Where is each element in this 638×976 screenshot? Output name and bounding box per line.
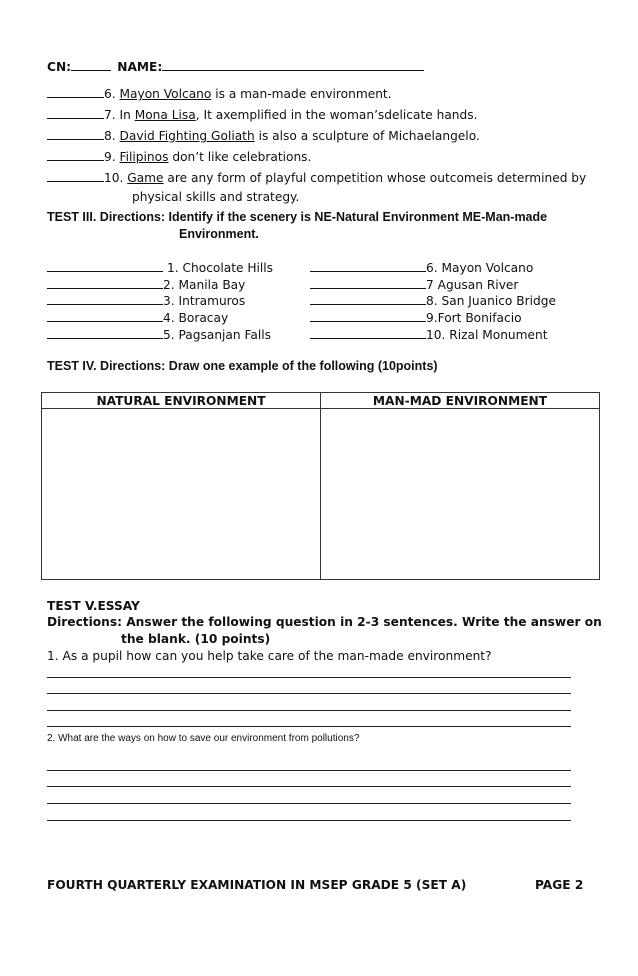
item-label: 3. Intramuros <box>163 294 246 308</box>
item-text: are any form of playful competition whose outcomeis determined by <box>163 171 587 185</box>
test5-directions-line2: the blank. (10 points) <box>121 632 271 646</box>
item-label: 8. San Juanico Bridge <box>426 294 556 308</box>
man-made-environment-header: MAN-MAD ENVIRONMENT <box>321 393 600 409</box>
answer-line[interactable] <box>47 770 571 771</box>
test3-directions-line2: Environment. <box>179 227 259 241</box>
item-number: 7. In <box>104 108 135 122</box>
test3-right-item-8 <box>310 292 556 308</box>
test5-title: TEST V.ESSAY <box>47 599 140 613</box>
test5-directions: Directions: Answer the following question in 2-3 sentences. Write the answer on <box>47 615 602 629</box>
item-number: 9. <box>104 150 120 164</box>
answer-line[interactable] <box>47 820 571 821</box>
answer-blank[interactable] <box>47 259 163 272</box>
answer-blank[interactable] <box>47 169 104 182</box>
answer-blank[interactable] <box>47 127 104 140</box>
test3-directions <box>47 210 547 224</box>
item-label: 10. Rizal Monument <box>426 328 548 342</box>
item-subject: Mayon Volcano <box>119 87 212 101</box>
item-label: 4. Boracay <box>163 311 229 325</box>
item-number: 10. <box>104 171 128 185</box>
test2-item-10 <box>47 169 586 185</box>
answer-line[interactable] <box>47 803 571 804</box>
item-text: , It axemplified in the woman’sdelicate hands. <box>195 108 478 122</box>
item-text: is a man-made environment. <box>211 87 392 101</box>
footer-title: FOURTH QUARTERLY EXAMINATION IN MSEP GRADE 5 (SET A) <box>47 878 467 892</box>
answer-blank[interactable] <box>47 326 163 339</box>
item-subject: David Fighting Goliath <box>119 129 255 143</box>
answer-blank[interactable] <box>310 309 426 322</box>
drawing-table <box>41 392 600 580</box>
test3-left-item-3 <box>47 292 245 308</box>
answer-line[interactable] <box>47 786 571 787</box>
natural-environment-header: NATURAL ENVIRONMENT <box>42 393 321 409</box>
item-number: 6. <box>104 87 120 101</box>
answer-blank[interactable] <box>47 148 104 161</box>
cn-label: CN: <box>47 60 72 74</box>
answer-blank[interactable] <box>47 85 104 98</box>
test3-left-item-1 <box>47 259 273 275</box>
test2-item-6 <box>47 85 392 101</box>
name-label: NAME: <box>117 60 163 74</box>
test2-item-10-continuation: physical skills and strategy. <box>132 190 300 204</box>
test3-left-item-5 <box>47 326 271 342</box>
cn-field[interactable] <box>47 58 424 74</box>
test4-label: TEST IV. <box>47 359 97 373</box>
essay-question-2: 2. What are the ways on how to save our environment from pollutions? <box>47 733 360 744</box>
item-label: 1. Chocolate Hills <box>167 261 274 275</box>
answer-blank[interactable] <box>47 106 104 119</box>
test3-right-item-9 <box>310 309 522 325</box>
answer-line[interactable] <box>47 726 571 727</box>
item-subject: Mona Lisa <box>134 108 196 122</box>
item-label: 7 Agusan River <box>426 278 519 292</box>
item-text: don’t like celebrations. <box>168 150 312 164</box>
cn-blank[interactable] <box>71 58 111 71</box>
item-text: is also a sculpture of Michaelangelo. <box>254 129 480 143</box>
answer-line[interactable] <box>47 693 571 694</box>
test2-item-8 <box>47 127 480 143</box>
item-label: 5. Pagsanjan Falls <box>163 328 271 342</box>
answer-line[interactable] <box>47 710 571 711</box>
essay-question-1: 1. As a pupil how can you help take care of the man-made environment? <box>47 649 492 663</box>
page-number: PAGE 2 <box>535 878 584 892</box>
test3-directions-text: Directions: Identify if the scenery is NE-Natural Environment ME-Man-made <box>96 210 548 224</box>
item-label: 9.Fort Bonifacio <box>426 311 522 325</box>
test2-item-7 <box>47 106 478 122</box>
man-made-drawing-area[interactable] <box>321 409 600 580</box>
item-label: 2. Manila Bay <box>163 278 246 292</box>
name-blank[interactable] <box>162 58 424 71</box>
test3-right-item-6 <box>310 259 533 275</box>
item-number: 8. <box>104 129 120 143</box>
test3-left-item-2 <box>47 276 245 292</box>
test4-directions <box>47 359 438 373</box>
test3-label: TEST III. <box>47 210 97 224</box>
item-subject: Game <box>127 171 164 185</box>
test4-directions-text: Directions: Draw one example of the following (10points) <box>96 359 438 373</box>
answer-blank[interactable] <box>310 259 426 272</box>
natural-drawing-area[interactable] <box>42 409 321 580</box>
answer-blank[interactable] <box>47 276 163 289</box>
item-label: 6. Mayon Volcano <box>426 261 534 275</box>
answer-blank[interactable] <box>310 276 426 289</box>
test2-item-9 <box>47 148 311 164</box>
answer-line[interactable] <box>47 677 571 678</box>
answer-blank[interactable] <box>47 309 163 322</box>
answer-blank[interactable] <box>310 326 426 339</box>
answer-blank[interactable] <box>310 292 426 305</box>
test3-right-item-7 <box>310 276 518 292</box>
item-subject: Filipinos <box>119 150 169 164</box>
test3-right-item-10 <box>310 326 548 342</box>
test3-left-item-4 <box>47 309 228 325</box>
answer-blank[interactable] <box>47 292 163 305</box>
